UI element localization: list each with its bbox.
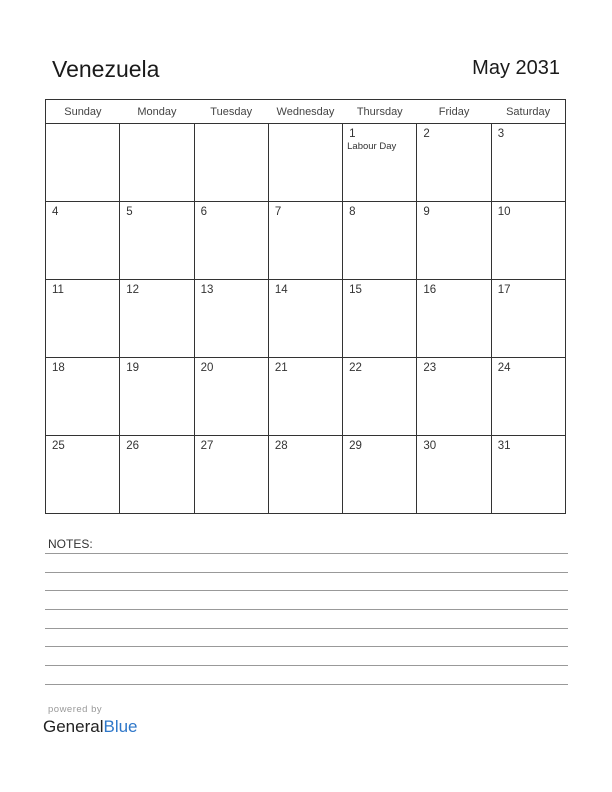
day-number: 22: [349, 362, 362, 374]
day-cell: [491, 280, 565, 358]
day-cell: [343, 436, 417, 514]
weekday-sunday: Sunday: [46, 100, 120, 124]
day-cell: [194, 358, 268, 436]
brand-general: General: [43, 717, 104, 736]
weekday-header-row: [46, 100, 566, 124]
weekday-thursday: Thursday: [343, 100, 417, 124]
day-number: 25: [52, 440, 65, 452]
day-number: 9: [423, 206, 430, 218]
day-number: 15: [349, 284, 362, 296]
day-number: 26: [126, 440, 140, 452]
day-cell: [120, 436, 194, 514]
week-row: [46, 202, 566, 280]
day-number: 7: [274, 206, 282, 218]
day-cell: [268, 358, 342, 436]
weekday-tuesday: Tuesday: [194, 100, 268, 124]
day-number: 30: [423, 440, 437, 452]
powered-by-text: powered by: [48, 704, 103, 715]
day-cell: [46, 124, 120, 202]
calendar-month-year: May 2031: [472, 57, 560, 79]
day-cell: [491, 358, 565, 436]
note-line: [45, 646, 568, 647]
weekday-monday: Monday: [120, 100, 194, 124]
day-cell: [268, 202, 342, 280]
day-cell: [417, 358, 491, 436]
day-cell: [417, 124, 491, 202]
day-cell: [194, 202, 268, 280]
day-cell: [194, 124, 268, 202]
weekday-wednesday: Wednesday: [268, 100, 342, 124]
day-number: 11: [52, 284, 64, 296]
weekday-friday: Friday: [417, 100, 491, 124]
note-line: [45, 590, 568, 591]
day-cell: [120, 280, 194, 358]
day-number: 19: [126, 362, 140, 374]
day-number: 29: [349, 440, 362, 452]
day-number: 6: [200, 206, 207, 218]
day-cell: [491, 436, 565, 514]
day-number: 2: [423, 128, 430, 140]
day-cell: [343, 202, 417, 280]
day-cell: [491, 202, 565, 280]
day-number: 24: [497, 362, 511, 374]
day-cell: [46, 358, 120, 436]
note-line: [45, 572, 568, 573]
day-cell: [417, 202, 491, 280]
day-number: 31: [497, 440, 511, 452]
day-cell: [120, 202, 194, 280]
day-cell: [268, 280, 342, 358]
day-cell: [417, 436, 491, 514]
day-number: 13: [200, 284, 214, 296]
generalblue-logo: [43, 717, 138, 737]
day-cell: [194, 280, 268, 358]
notes-label: NOTES:: [48, 537, 93, 551]
weekday-saturday: Saturday: [491, 100, 565, 124]
day-number: 1: [349, 128, 356, 140]
day-number: 10: [497, 206, 511, 218]
day-number: 23: [423, 362, 437, 374]
day-number: 18: [52, 362, 65, 374]
day-cell: [268, 124, 342, 202]
day-number: 12: [126, 284, 140, 296]
note-line: [45, 553, 568, 554]
day-cell: [343, 358, 417, 436]
week-row: [46, 124, 566, 202]
day-cell: [46, 202, 120, 280]
day-number: 4: [52, 206, 59, 218]
note-line: [45, 665, 568, 666]
note-line: [45, 684, 568, 685]
day-cell: [120, 358, 194, 436]
week-row: [46, 436, 566, 514]
day-number: 17: [497, 284, 511, 296]
week-row: [46, 280, 566, 358]
day-cell: [194, 436, 268, 514]
day-cell: [268, 436, 342, 514]
holiday-label: Labour Day: [347, 141, 397, 152]
day-number: 20: [200, 362, 214, 374]
day-number: 28: [274, 440, 288, 452]
note-line: [45, 628, 568, 629]
day-cell: [417, 280, 491, 358]
calendar-country-title: Venezuela: [52, 56, 160, 82]
day-number: 5: [126, 206, 133, 218]
day-cell: [343, 280, 417, 358]
day-cell: [491, 124, 565, 202]
day-number: 16: [423, 284, 437, 296]
brand-blue: Blue: [103, 717, 138, 736]
day-number: 3: [497, 128, 505, 140]
calendar-grid: [45, 99, 566, 514]
day-cell: [46, 436, 120, 514]
day-number: 8: [349, 206, 356, 218]
day-cell: [120, 124, 194, 202]
day-cell: [46, 280, 120, 358]
day-number: 27: [200, 440, 214, 452]
note-line: [45, 609, 568, 610]
day-number: 14: [274, 284, 288, 296]
day-number: 21: [274, 362, 288, 374]
week-row: [46, 358, 566, 436]
day-cell: [343, 124, 417, 202]
